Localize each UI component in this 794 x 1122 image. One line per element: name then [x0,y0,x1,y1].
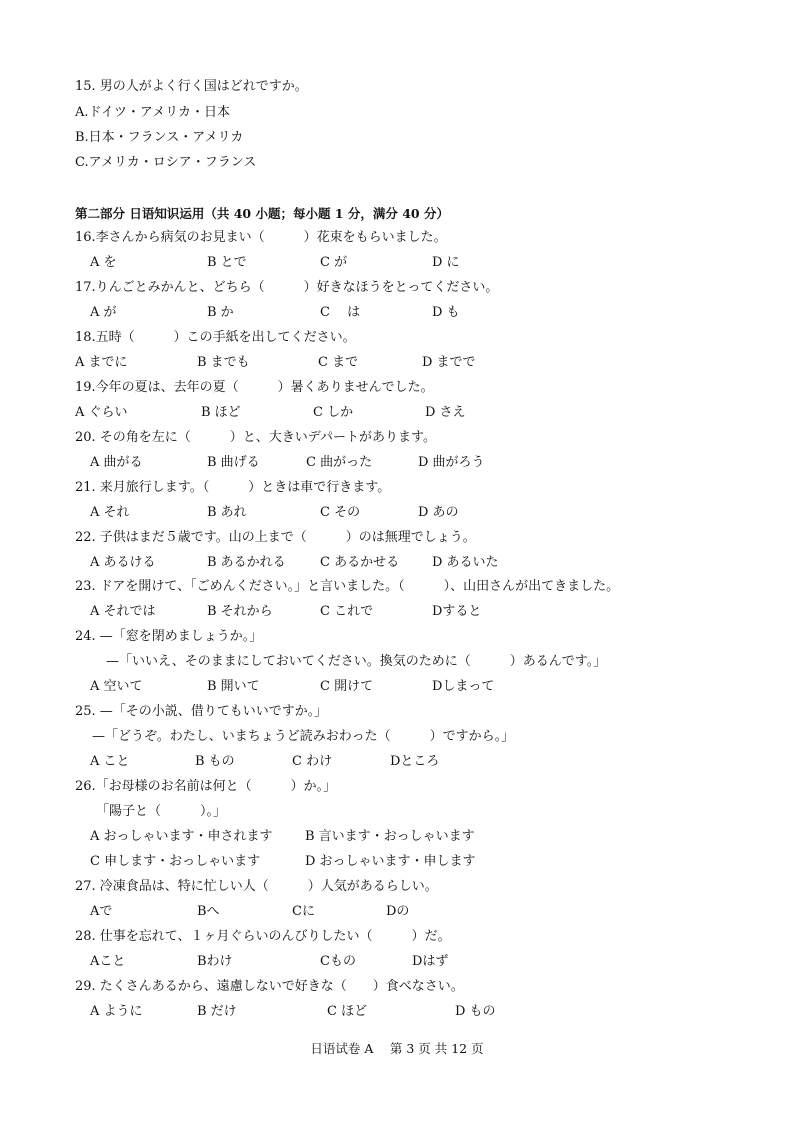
question-26-option-c: C 申します・おっしゃいます [90,854,261,869]
question-27-stem: 27. 冷凍食品は、特に忙しい人（ ）人気があるらしい。 [75,879,438,894]
question-20-option-c: C 曲がった [306,455,373,470]
question-15-option-b: B.日本・フランス・アメリカ [75,130,244,145]
question-29-option-a: A ように [90,1004,143,1019]
question-26-option-b: B 言います・おっしゃいます [305,829,475,844]
question-23-option-d: Dすると [432,604,482,619]
question-17-option-d: D も [432,305,460,320]
page-footer: 日语试卷 A 第 3 页 共 12 页 [310,1041,484,1056]
question-18-option-d: D までで [422,355,476,370]
question-20-option-b: B 曲げる [207,455,260,470]
question-23-option-b: B それから [207,604,273,619]
question-15-option-a: A.ドイツ・アメリカ・日本 [75,105,230,120]
question-17-option-b: B か [207,305,234,320]
question-16-option-b: B とで [207,255,247,270]
question-19-option-d: D さえ [425,405,466,420]
question-28-stem: 28. 仕事を忘れて、１ヶ月ぐらいのんびりしたい（ ）だ。 [75,929,451,944]
question-21-option-c: C その [320,505,361,520]
question-23-option-c: C これで [320,604,374,619]
question-29-option-d: D もの [455,1004,496,1019]
question-18-option-c: C まで [318,355,359,370]
question-26-stem-reply: 「陽子と（ ）。」 [96,804,227,819]
question-22-option-c: C あるかせる [320,555,400,570]
question-24-option-b: B 開いて [207,679,260,694]
question-26-option-d: D おっしゃいます・申します [305,854,476,869]
question-24-option-c: C 開けて [320,679,374,694]
question-20-stem: 20. その角を左に（ ）と、大きいデパートがあります。 [75,430,436,445]
question-26-stem: 26.「お母様のお名前は何と（ ）か。」 [75,779,337,794]
question-17-option-c: C は [320,305,361,320]
question-21-stem: 21. 来月旅行します。（ ）ときは車で行きます。 [75,480,391,495]
question-21-option-a: A それ [90,505,130,520]
question-25-option-c: C わけ [292,754,333,769]
section-2-title: 第二部分 日语知识运用（共 40 小题；每小题 1 分，满分 40 分） [75,206,449,221]
question-27-option-c: Cに [292,904,315,919]
question-22-stem: 22. 子供はまだ５歳です。山の上まで（ ）のは無理でしょう。 [75,530,476,545]
question-18-stem: 18.五時（ ）この手紙を出してください。 [75,330,356,345]
question-24-stem: 24. —「窓を閉めましょうか。」 [75,629,263,644]
question-27-option-a: Aで [90,904,113,919]
question-27-option-d: Dの [386,904,410,919]
question-29-stem: 29. たくさんあるから、遠慮しないで好きな（ ）食べなさい。 [75,979,464,994]
question-19-option-c: C しか [313,405,354,420]
question-29-option-b: B だけ [197,1004,237,1019]
question-18-option-b: B までも [197,355,250,370]
question-15-option-c: C.アメリカ・ロシア・フランス [75,155,257,170]
question-25-stem: 25. —「その小説、借りてもいいですか。」 [75,704,328,719]
question-28-option-b: Bわけ [197,954,233,969]
question-29-option-c: C ほど [327,1004,368,1019]
question-17-stem: 17.りんごとみかんと、どちら（ ）好きなほうをとってください。 [75,280,499,295]
question-25-stem-reply: —「どうぞ。わたし、いまちょうど読みおわった（ ）ですから。」 [92,729,515,744]
question-19-stem: 19.今年の夏は、去年の夏（ ）暑くありませんでした。 [75,380,434,395]
question-26-option-a: A おっしゃいます・申されます [90,829,273,844]
question-16-stem: 16.李さんから病気のお見まい（ ）花束をもらいました。 [75,230,447,245]
question-22-option-d: D あるいた [432,555,499,570]
question-27-option-b: Bへ [197,904,220,919]
question-24-stem-reply: —「いいえ、そのままにしておいてください。換気のために（ ）あるんです。」 [106,654,607,669]
question-28-option-d: Dはず [412,954,449,969]
question-19-option-b: B ほど [201,405,241,420]
question-16-option-c: C が [320,255,348,270]
question-17-option-a: A が [90,305,117,320]
question-21-option-d: D あの [418,505,459,520]
question-28-option-a: Aこと [90,954,126,969]
question-15-stem: 15. 男の人がよく行く国はどれですか。 [75,79,308,94]
question-25-option-b: B もの [195,754,235,769]
question-22-option-b: B あるかれる [207,555,286,570]
question-22-option-a: A あるける [90,555,156,570]
question-21-option-b: B あれ [207,505,247,520]
question-24-option-d: Dしまって [432,679,495,694]
question-16-option-d: D に [432,255,460,270]
question-25-option-d: Dところ [390,754,440,769]
question-25-option-a: A こと [90,754,130,769]
question-20-option-d: D 曲がろう [418,455,485,470]
question-28-option-c: Cもの [320,954,356,969]
question-23-stem: 23. ドアを開けて、「ごめんください。」と言いました。（ ）、山田さんが出てきました。 [75,579,620,594]
question-16-option-a: A を [90,255,117,270]
question-23-option-a: A それでは [90,604,156,619]
question-18-option-a: A までに [75,355,128,370]
question-20-option-a: A 曲がる [90,455,143,470]
question-24-option-a: A 空いて [90,679,143,694]
question-19-option-a: A ぐらい [75,405,128,420]
